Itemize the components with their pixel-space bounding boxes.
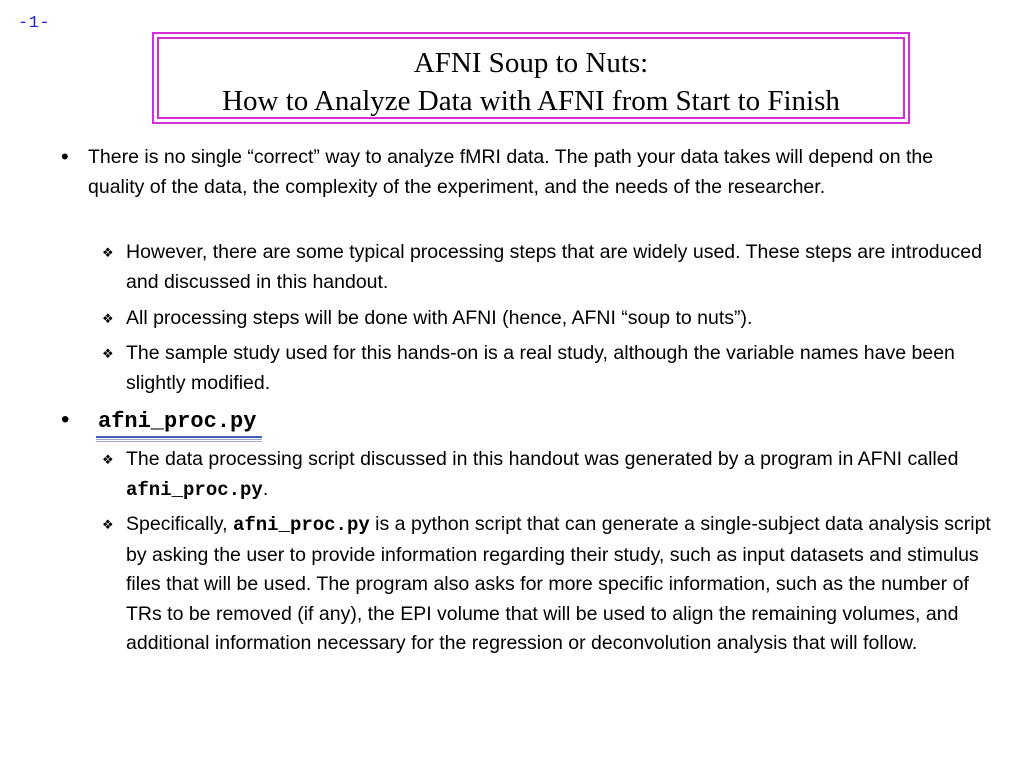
sub-bullet-item-3 [102,339,996,398]
sub-bullet-item-4 [102,445,996,505]
diamond-bullet-icon: ❖ [102,517,114,532]
afni-proc-heading: afni_proc.py [96,405,258,439]
sub-bullet-text-pre: The data processing script discussed in this handout was generated by a program in AFNI called [126,448,959,470]
sub-bullet-text-post: is a python script that can generate a single-subject data analysis script by asking the user to provide information regarding their study, such as input datasets and stimulus files that will be used. The program also asks for more specific information, such as the number of TRs to be removed (if any), the EPI volume that will be used to align the remaining volumes, and additional information necessary for the regression or deconvolution analysis that will follow. [126,513,991,654]
sub-bullet-text-pre: Specifically, [126,513,233,535]
sub-bullet-item-2 [102,304,996,334]
sub-bullet-text: However, there are some typical processing steps that are widely used. These steps are introduced and discussed in this handout. [126,241,982,293]
bullet-item-1 [61,143,993,202]
diamond-bullet-icon: ❖ [102,245,114,260]
diamond-bullet-icon: ❖ [102,346,114,361]
sub-bullet-text-post: . [262,477,269,500]
sub-bullet-item-5 [102,510,996,659]
title-line-2: How to Analyze Data with AFNI from Start to Finish [222,85,840,117]
bullet-icon: • [61,406,70,433]
page-title [154,44,908,120]
sub-bullet-text: The sample study used for this hands-on is a real study, although the variable names have been slightly modified. [126,342,955,394]
diamond-bullet-icon: ❖ [102,311,114,326]
heading-underline [96,436,262,438]
inline-code: afni_proc.py [232,514,370,536]
page-number: -1- [18,14,51,33]
inline-code: afni_proc.py [126,478,263,501]
diamond-bullet-icon: ❖ [102,452,114,467]
title-line-1: AFNI Soup to Nuts: [413,47,649,79]
bullet-text: There is no single “correct” way to analyze fMRI data. The path your data takes will depend on the quality of the data, the complexity of the experiment, and the needs of the researcher. [88,146,934,198]
sub-bullet-text: All processing steps will be done with AFNI (hence, AFNI “soup to nuts”). [126,307,753,329]
bullet-icon: • [61,144,69,169]
title-box [152,32,910,124]
sub-bullet-item-1 [102,238,996,297]
